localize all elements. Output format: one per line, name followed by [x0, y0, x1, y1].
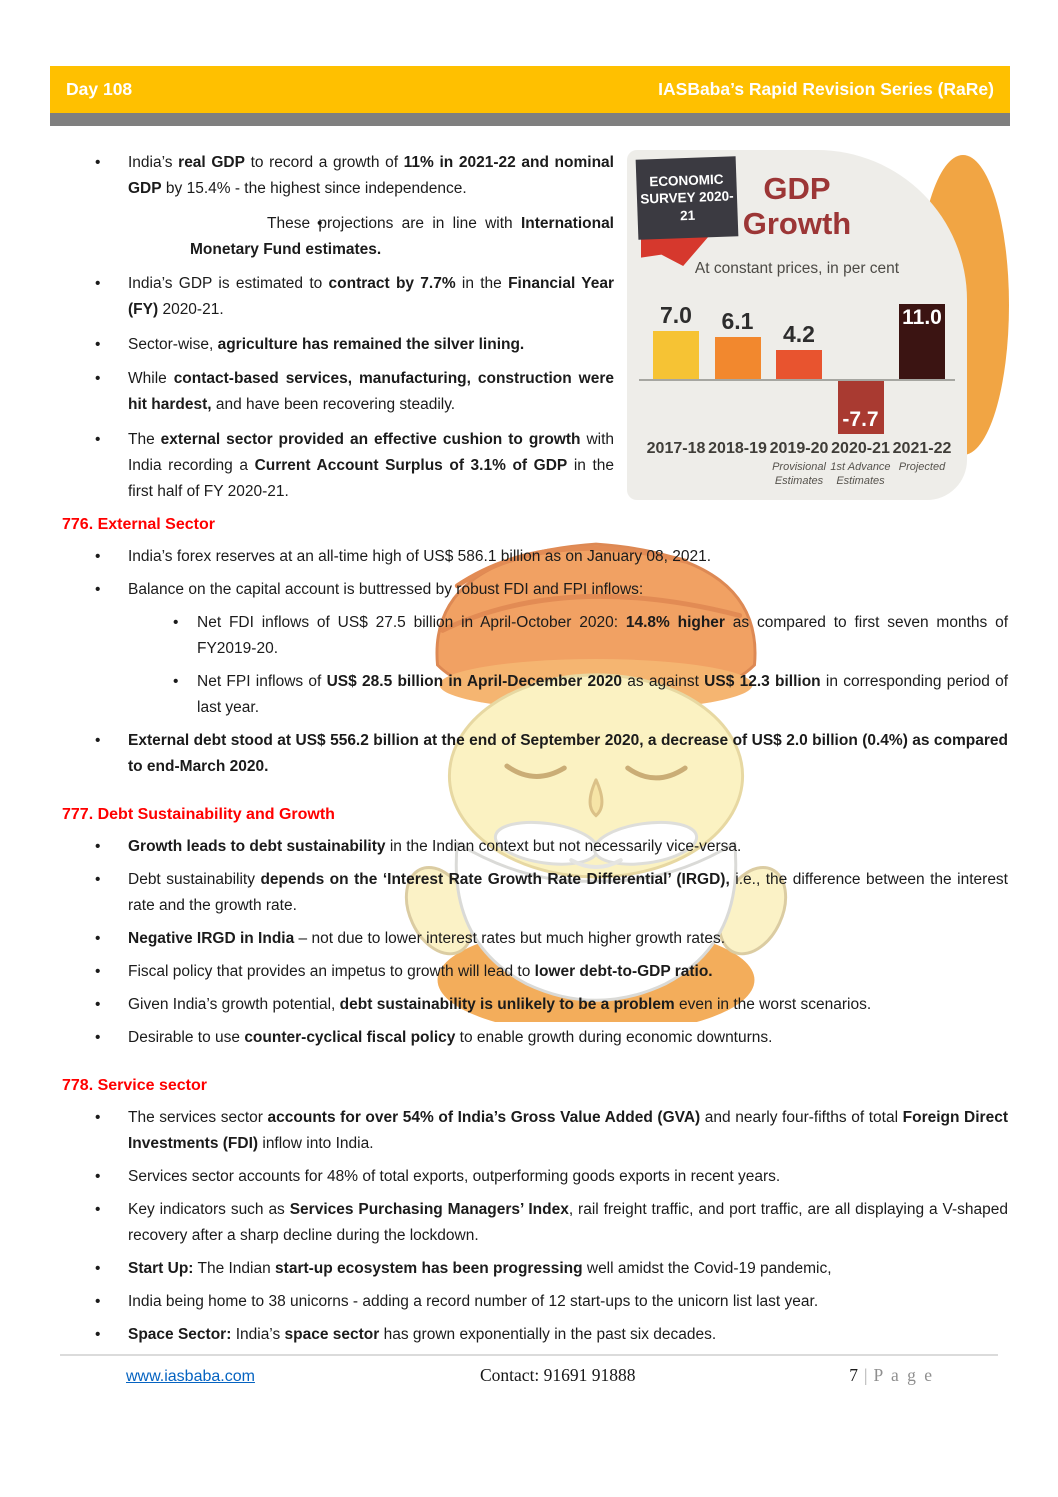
- section-heading: 777. Debt Sustainability and Growth: [62, 806, 335, 823]
- bar-2020-21: [838, 381, 884, 434]
- bar-value: 4.2: [783, 321, 815, 347]
- bar-2017-18: [653, 331, 699, 379]
- section-bullet-list: [62, 1105, 1008, 1348]
- bullet-item: • While contact-based services, manufacturing, construction were hit hardest, and have been recovering steadily.: [62, 366, 614, 419]
- infographic-subtitle: At constant prices, in per cent: [694, 260, 900, 277]
- header-divider: [50, 113, 1010, 126]
- day-label: Day 108: [66, 79, 133, 99]
- bullet-item: • India’s real GDP to record a growth of 11% in 2021-22 and nominal GDP by 15.4% - the highest since independence.: [62, 150, 614, 203]
- bar-category-label: 2017-18: [646, 440, 706, 457]
- bullet-item: • Fiscal policy that provides an impetus to growth will lead to lower debt-to-GDP ratio.: [62, 959, 1008, 985]
- bullet-item: • Balance on the capital account is buttressed by robust FDI and FPI inflows:: [62, 577, 1008, 603]
- bullet-item: • Services sector accounts for 48% of total exports, outperforming goods exports in recent years.: [62, 1164, 1008, 1190]
- bar-category-label: 2021-22 Projected: [892, 440, 952, 474]
- bullet-item: • Negative IRGD in India – not due to lower interest rates but much higher growth rates.: [62, 926, 1008, 952]
- bullet-sub-item: • These projections are in line with International Monetary Fund estimates.: [62, 211, 614, 264]
- page-word: P a g e: [873, 1365, 934, 1385]
- bar-2018-19: [715, 337, 761, 379]
- bar-value: 11.0: [902, 306, 942, 329]
- bullet-sub-item: • Net FDI inflows of US$ 27.5 billion in April-October 2020: 14.8% higher as compared to first seven months of FY2019-20.: [62, 610, 1008, 662]
- bullet-item: • Desirable to use counter-cyclical fiscal policy to enable growth during economic downturns.: [62, 1025, 1008, 1051]
- bullet-item: • Key indicators such as Services Purchasing Managers’ Index, rail freight traffic, and port traffic, are all displaying a V-shaped recovery after a sharp decline during the lockdown.: [62, 1197, 1008, 1249]
- footer-left: [60, 1368, 480, 1386]
- website-link[interactable]: www.iasbaba.com: [126, 1368, 255, 1385]
- gdp-bar-chart: [639, 290, 959, 495]
- section-777-debt-sustainability: [62, 806, 1008, 1058]
- bar-category-label: 2019-20 Provisional Estimates: [769, 440, 829, 488]
- bullet-item: • Sector-wise, agriculture has remained the silver lining.: [62, 332, 614, 358]
- page-footer: [60, 1354, 998, 1386]
- section-heading: 776. External Sector: [62, 516, 215, 533]
- chart-axis-line: [639, 379, 955, 381]
- page-separator: |: [863, 1365, 868, 1385]
- gdp-infographic: [627, 150, 1027, 502]
- economic-survey-badge: ECONOMIC SURVEY 2020-21: [636, 156, 739, 239]
- bullet-item: • Growth leads to debt sustainability in the Indian context but not necessarily vice-versa.: [62, 834, 1008, 860]
- infographic-card: [627, 150, 967, 500]
- intro-section: [62, 150, 1008, 514]
- bullet-item: • India’s forex reserves at an all-time high of US$ 586.1 billion as on January 08, 2021.: [62, 544, 1008, 570]
- bar-2019-20: [776, 350, 822, 379]
- series-title: IASBaba’s Rapid Revision Series (RaRe): [658, 79, 994, 99]
- section-776-external-sector: [62, 516, 1008, 787]
- intro-bullet-list: [62, 150, 614, 506]
- section-bullet-list: [62, 834, 1008, 1051]
- bar-value: 7.0: [660, 302, 692, 328]
- bullet-sub-item: • Net FPI inflows of US$ 28.5 billion in April-December 2020 as against US$ 12.3 billion in corresponding period of last year.: [62, 669, 1008, 721]
- bar-value: 6.1: [721, 308, 754, 334]
- bullet-item: • External debt stood at US$ 556.2 billion at the end of September 2020, a decrease of US$ 2.0 billion (0.4%) as compared to end-March 2020.: [62, 728, 1008, 780]
- page-indicator: [636, 1365, 998, 1386]
- page-number: 7: [849, 1365, 858, 1385]
- section-heading: 778. Service sector: [62, 1077, 207, 1094]
- bullet-item: • India’s GDP is estimated to contract by 7.7% in the Financial Year (FY) 2020-21.: [62, 271, 614, 324]
- bar-value: -7.7: [842, 408, 879, 431]
- bullet-item: • Start Up: The Indian start-up ecosystem has been progressing well amidst the Covid-19 pandemic,: [62, 1256, 1008, 1282]
- header-band: [50, 66, 1010, 113]
- section-bullet-list: [62, 544, 1008, 780]
- bullet-item: • Space Sector: India’s space sector has grown exponentially in the past six decades.: [62, 1322, 1008, 1348]
- bullet-item: • India being home to 38 unicorns - adding a record number of 12 start-ups to the unicorn list last year.: [62, 1289, 1008, 1315]
- bullet-item: • The external sector provided an effective cushion to growth with India recording a Current Account Surplus of 3.1% of GDP in the first half of FY 2020-21.: [62, 427, 614, 506]
- bar-category-label: 2020-21 1st Advance Estimates: [830, 440, 891, 488]
- bar-2021-22: [899, 304, 945, 379]
- bullet-item: • Debt sustainability depends on the ‘Interest Rate Growth Rate Differential’ (IRGD), i.e., the difference between the interest rate and the growth rate.: [62, 867, 1008, 919]
- section-778-service-sector: [62, 1077, 1008, 1355]
- bullet-item: • Given India’s growth potential, debt sustainability is unlikely to be a problem even in the worst scenarios.: [62, 992, 1008, 1018]
- contact-info: Contact: 91691 91888: [480, 1365, 636, 1385]
- bar-category-label: 2018-19: [708, 440, 767, 457]
- bullet-item: • The services sector accounts for over 54% of India’s Gross Value Added (GVA) and nearly four-fifths of total Foreign Direct Investments (FDI) inflow into India.: [62, 1105, 1008, 1157]
- infographic-title: GDP Growth: [742, 171, 852, 241]
